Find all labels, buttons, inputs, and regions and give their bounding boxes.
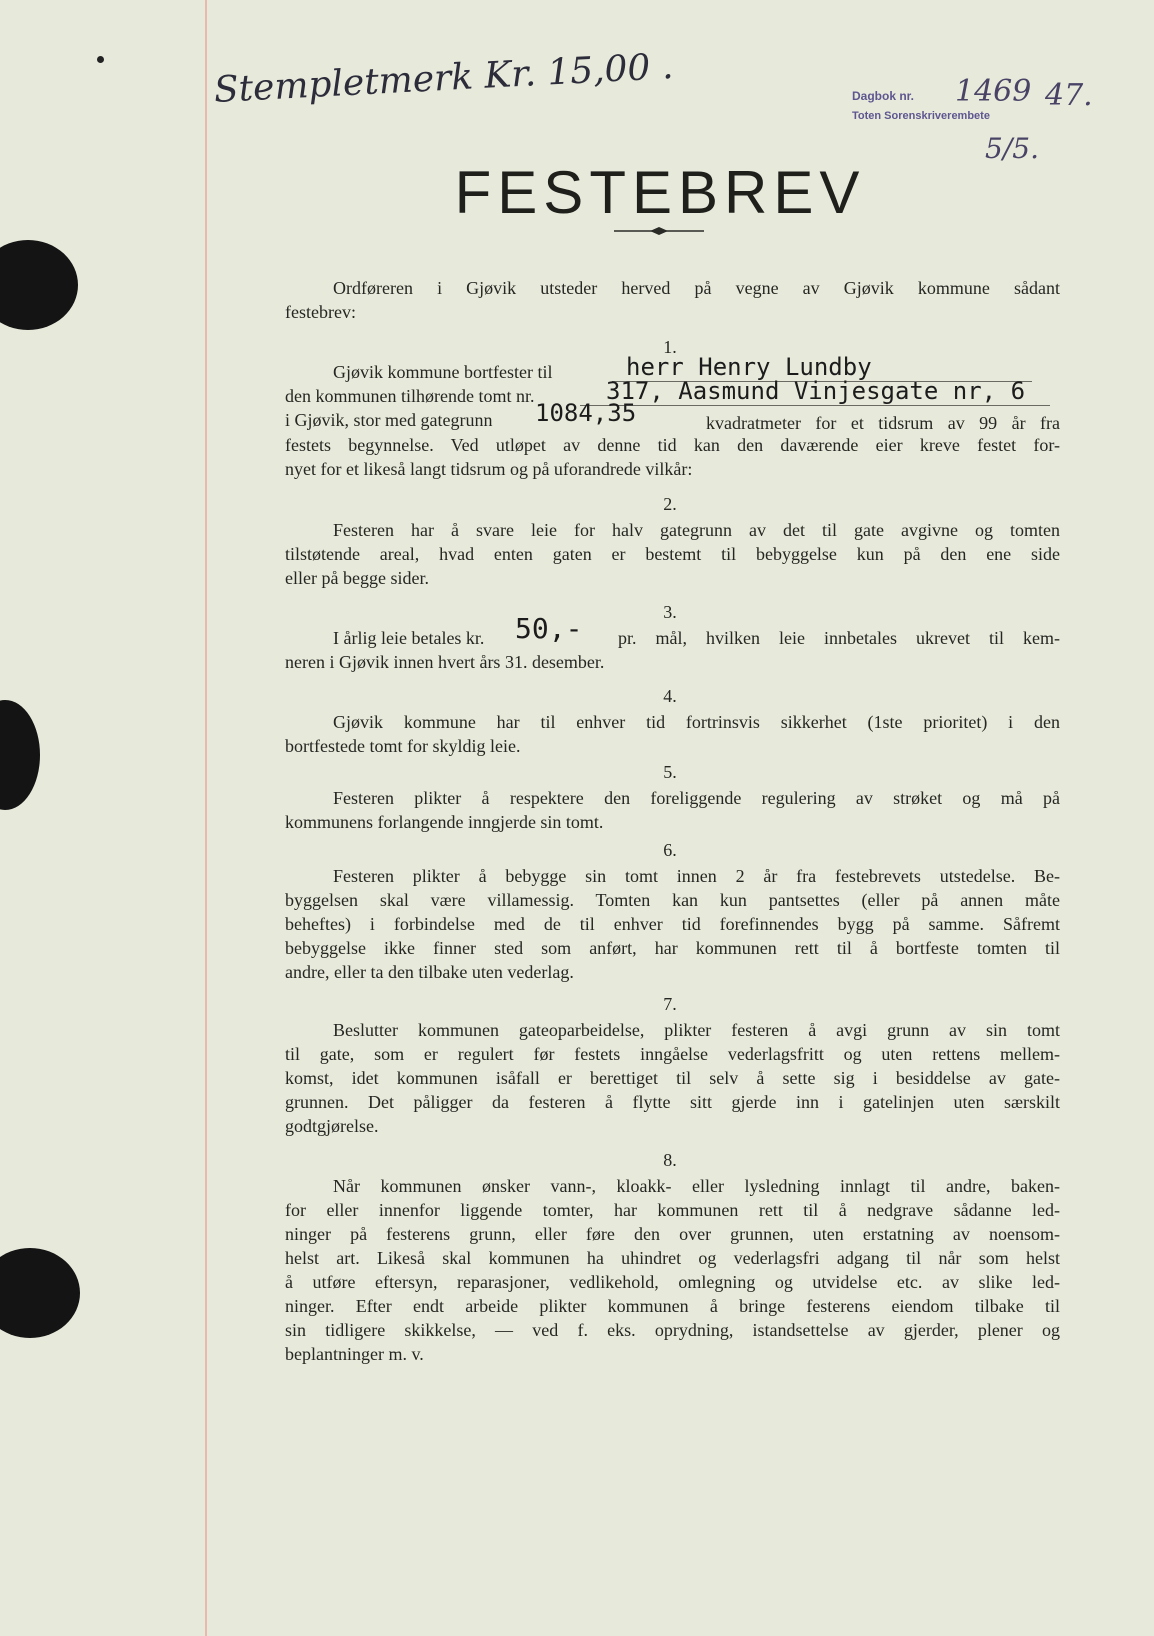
section-line: for eller innenfor liggende tomter, har kommunen rett til å nedgrave sådanne led- — [285, 1200, 1060, 1220]
section-line: kommunens forlangende inngjerde sin tomt. — [285, 812, 604, 832]
section-line: komst, idet kommunen isåfall er berettiget til selv å sette sig i besiddelse av gate- — [285, 1068, 1060, 1088]
binding-hole-top — [0, 240, 78, 330]
intro-line: Ordføreren i Gjøvik utsteder herved på vegne av Gjøvik kommune sådant — [333, 278, 1060, 298]
typed-lot-and-address: 317, Aasmund Vinjesgate nr, 6 — [606, 377, 1026, 405]
registry-stamp-date: 5/5. — [985, 132, 1039, 165]
section-number: 8. — [663, 1150, 677, 1170]
binding-hole-bottom — [0, 1248, 80, 1338]
section-number: 5. — [663, 762, 677, 782]
title-ornament — [614, 226, 704, 236]
section-line: kvadratmeter for et tidsrum av 99 år fra — [706, 413, 1060, 433]
section-line: til gate, som er regulert før festets inngåelse vederlagsfritt og uten rettens mellem- — [285, 1044, 1060, 1064]
section-line: den kommunen tilhørende tomt nr. — [285, 386, 535, 406]
section-line: beplantninger m. v. — [285, 1344, 424, 1364]
document-title: FESTEBREV — [454, 159, 866, 226]
section-number: 3. — [663, 602, 677, 622]
section-number: 7. — [663, 994, 677, 1014]
section-line: sin tidligere skikkelse, — ved f. eks. oprydning, istandsettelse av gjerder, plener og — [285, 1320, 1060, 1340]
section-line: helst art. Likeså skal kommunen ha uhindret og vederlagsfri adgang til når som helst — [285, 1248, 1060, 1268]
margin-line — [205, 0, 207, 1636]
typed-rent-amount: 50,- — [515, 612, 583, 645]
section-line: pr. mål, hvilken leie innbetales ukrevet til kem- — [618, 628, 1060, 648]
section-number: 2. — [663, 494, 677, 514]
registry-stamp-number: 1469 — [955, 74, 1032, 109]
section-line: Festeren har å svare leie for halv gategrunn av det til gate avgivne og tomten — [333, 520, 1060, 540]
section-line: Beslutter kommunen gateoparbeidelse, plikter festeren å avgi grunn av sin tomt — [333, 1020, 1060, 1040]
section-line: Festeren plikter å respektere den foreliggende regulering av strøket og må på — [333, 788, 1060, 808]
registry-stamp-year: 47. — [1045, 78, 1093, 113]
section-line: I årlig leie betales kr. — [333, 628, 485, 648]
section-line: beheftes) i forbindelse med de til enhver tid forefinnendes bygg på samme. Såfremt — [285, 914, 1060, 934]
section-line: bebyggelse ikke finner sted som anført, har kommunen rett til å bortfeste tomten til — [285, 938, 1060, 958]
section-line: nyet for et likeså langt tidsrum og på uforandrede vilkår: — [285, 459, 693, 479]
section-line: i Gjøvik, stor med gategrunn — [285, 410, 493, 430]
section-line: byggelsen skal være villamessig. Tomten kan kun pantsettes (eller på annen måte — [285, 890, 1060, 910]
section-line: bortfestede tomt for skyldig leie. — [285, 736, 521, 756]
binding-hole-middle — [0, 700, 40, 810]
section-line: Festeren plikter å bebygge sin tomt innen 2 år fra festebrevets utstedelse. Be- — [333, 866, 1060, 886]
section-line: tilstøtende areal, hvad enten gaten er bestemt til bebyggelse kun på den ene side — [285, 544, 1060, 564]
registry-stamp-label: Dagbok nr. — [852, 89, 915, 103]
section-line: å utføre eftersyn, reparasjoner, vedlikehold, omlegning og utvidelse etc. av slike led- — [285, 1272, 1060, 1292]
section-line: Gjøvik kommune bortfester til — [333, 362, 553, 382]
section-line: ninger. Efter endt arbeide plikter kommunen å bringe festerens eiendom tilbake til — [285, 1296, 1060, 1316]
section-number: 6. — [663, 840, 677, 860]
typed-area: 1084,35 — [535, 399, 637, 427]
ink-dot — [97, 56, 104, 63]
section-number: 4. — [663, 686, 677, 706]
section-line: godtgjørelse. — [285, 1116, 379, 1136]
intro-line: festebrev: — [285, 302, 356, 322]
section-line: andre, eller ta den tilbake uten vederlag. — [285, 962, 574, 982]
section-line: ninger på festerens grunn, eller føre den over grunnen, uten erstatning av noensom- — [285, 1224, 1060, 1244]
section-line: festets begynnelse. Ved utløpet av denne tid kan den daværende eier kreve festet for- — [285, 435, 1060, 455]
section-number: 1. — [663, 337, 677, 357]
handwritten-fee-note: Stempletmerk Kr. 15,00 . — [212, 45, 675, 111]
section-line: neren i Gjøvik innen hvert års 31. desember. — [285, 652, 605, 672]
registry-stamp-office: Toten Sorenskriverembete — [852, 110, 990, 122]
section-line: eller på begge sider. — [285, 568, 429, 588]
typed-tenant-name: herr Henry Lundby — [626, 353, 872, 381]
section-line: Gjøvik kommune har til enhver tid fortrinsvis sikkerhet (1ste prioritet) i den — [333, 712, 1060, 732]
section-line: Når kommunen ønsker vann-, kloakk- eller lysledning innlagt til andre, baken- — [333, 1176, 1060, 1196]
section-line: grunnen. Det påligger da festeren å flytte sitt gjerde inn i gatelinjen uten særskilt — [285, 1092, 1060, 1112]
